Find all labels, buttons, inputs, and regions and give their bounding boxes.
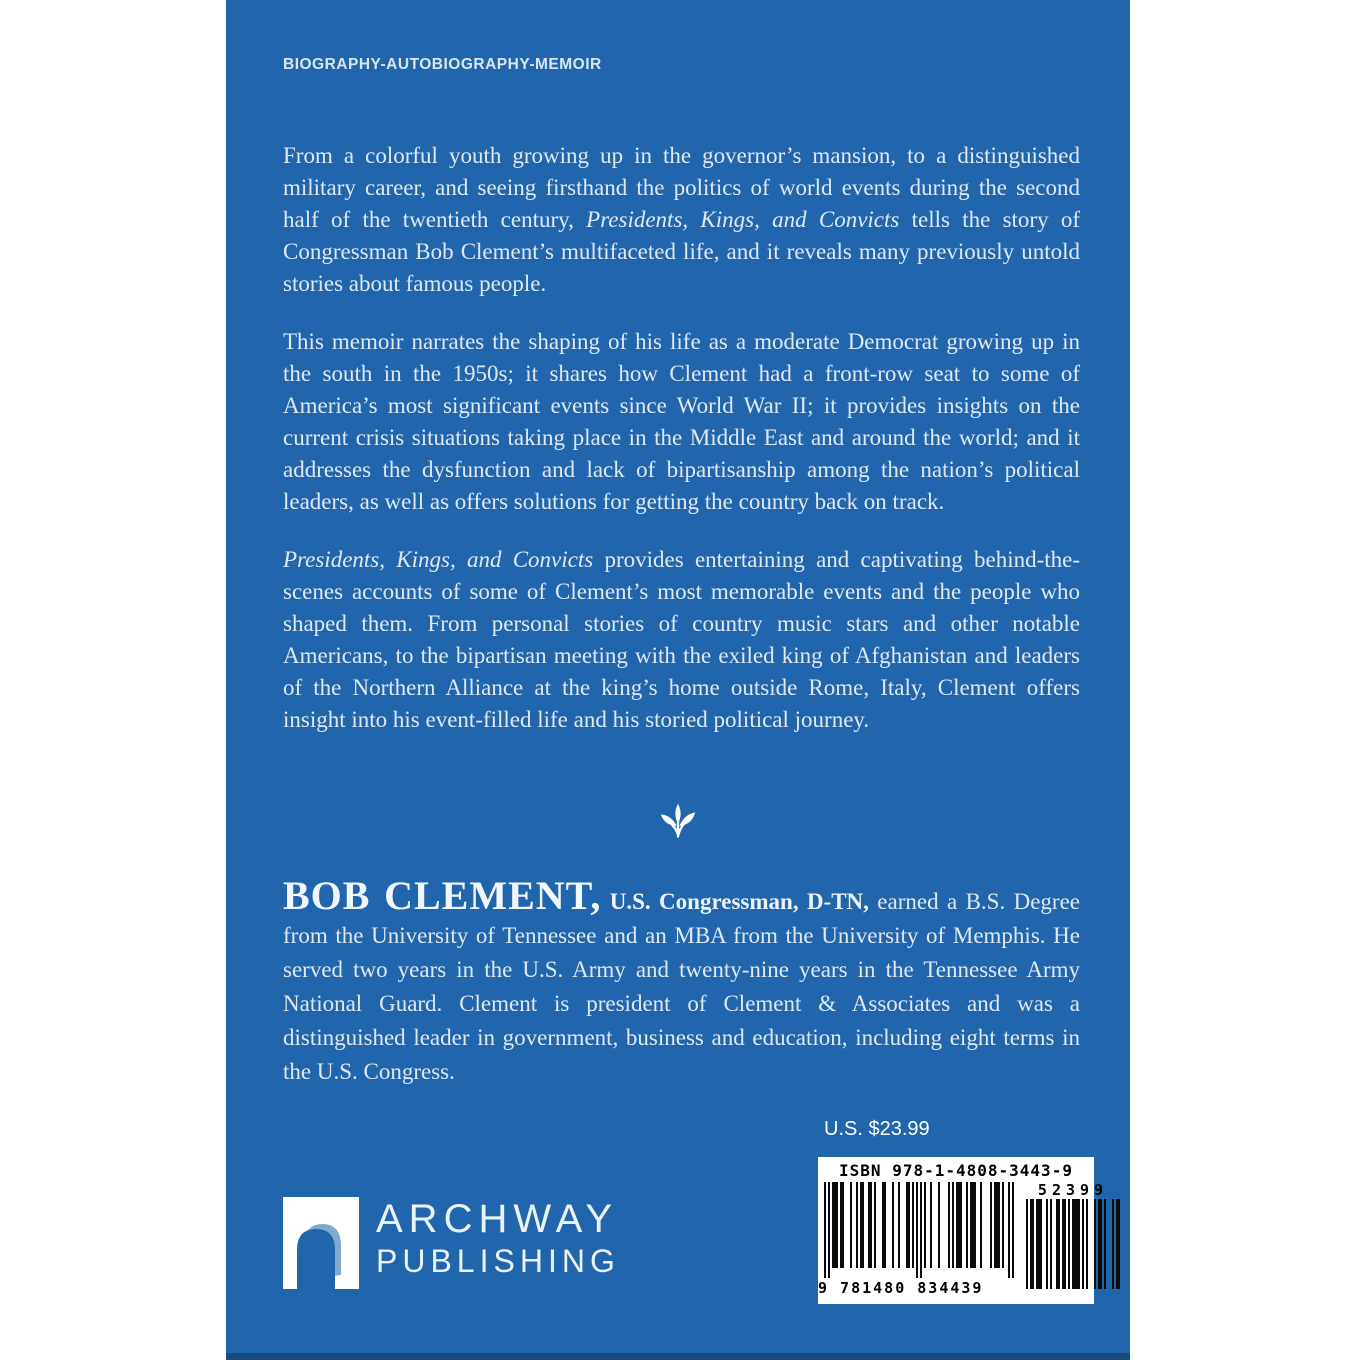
publisher-name-line1: ARCHWAY xyxy=(376,1197,618,1241)
isbn-label: ISBN 978-1-4808-3443-9 xyxy=(839,1161,1073,1180)
synopsis xyxy=(283,140,1080,762)
barcode-supplement xyxy=(1026,1182,1120,1293)
barcode-supplement-icon xyxy=(1026,1199,1120,1289)
barcode-main-icon xyxy=(824,1182,1014,1278)
synopsis-paragraph-3: Presidents, Kings, and Convicts provides entertaining and captivating behind-the-scenes accounts of some of Clement’s most memorable events and the people who shaped them. From personal stories of country music stars and other notable Americans, to the bipartisan meeting with the exiled king of Afghanistan and leaders of the Northern Alliance at the king’s home outside Rome, Italy, Clement offers insight into his event-filled life and his storied political journey. xyxy=(283,547,1081,732)
category-label: BIOGRAPHY-AUTOBIOGRAPHY-MEMOIR xyxy=(283,56,602,73)
barcode-bars-row xyxy=(818,1181,1109,1297)
price-label: U.S. $23.99 xyxy=(824,1118,930,1140)
synopsis-paragraph-2: This memoir narrates the shaping of his life as a moderate Democrat growing up in the south in the 1950s; it shares how Clement had a front-row seat to some of America’s most significant events since World War II; it provides insights on the current crisis situations taking place in the Middle East and around the world; and it addresses the dysfunction and lack of bipartisanship among the nation’s political leaders, as well as offers solutions for getting the country back on track. xyxy=(283,329,1080,514)
author-bio: BOB CLEMENT, U.S. Congressman, D-TN, earned a B.S. Degree from the University of Tennessee and an MBA from the University of Memphis. He served two years in the U.S. Army and twenty-nine years in the Tennessee Army National Guard. Clement is president of Clement & Associates and was a distinguished leader in government, business and education, including eight terms in the U.S. Congress. xyxy=(283,873,1080,1084)
publisher-logo xyxy=(283,1197,620,1294)
three-leaf-icon xyxy=(226,802,1130,853)
barcode-main-number: 9 781480 834439 xyxy=(818,1279,984,1297)
barcode-block xyxy=(818,1157,1109,1304)
book-back-cover xyxy=(226,0,1130,1360)
barcode-supplement-number: 52399 xyxy=(1037,1181,1109,1199)
synopsis-paragraph-1: From a colorful youth growing up in the governor’s mansion, to a distinguished military career, and seeing firsthand the politics of world events during the second half of the twentieth century, Presidents, Kings, and Convicts tells the story of Congressman Bob Clement’s multifaceted life, and it reveals many previously untold stories about famous people. xyxy=(283,143,1081,296)
barcode-main xyxy=(818,1182,1014,1297)
cover-bottom-edge xyxy=(226,1353,1130,1360)
publisher-name-line2: PUBLISHING xyxy=(376,1243,620,1279)
arch-logo-icon xyxy=(283,1197,359,1294)
publisher-name xyxy=(376,1197,620,1279)
